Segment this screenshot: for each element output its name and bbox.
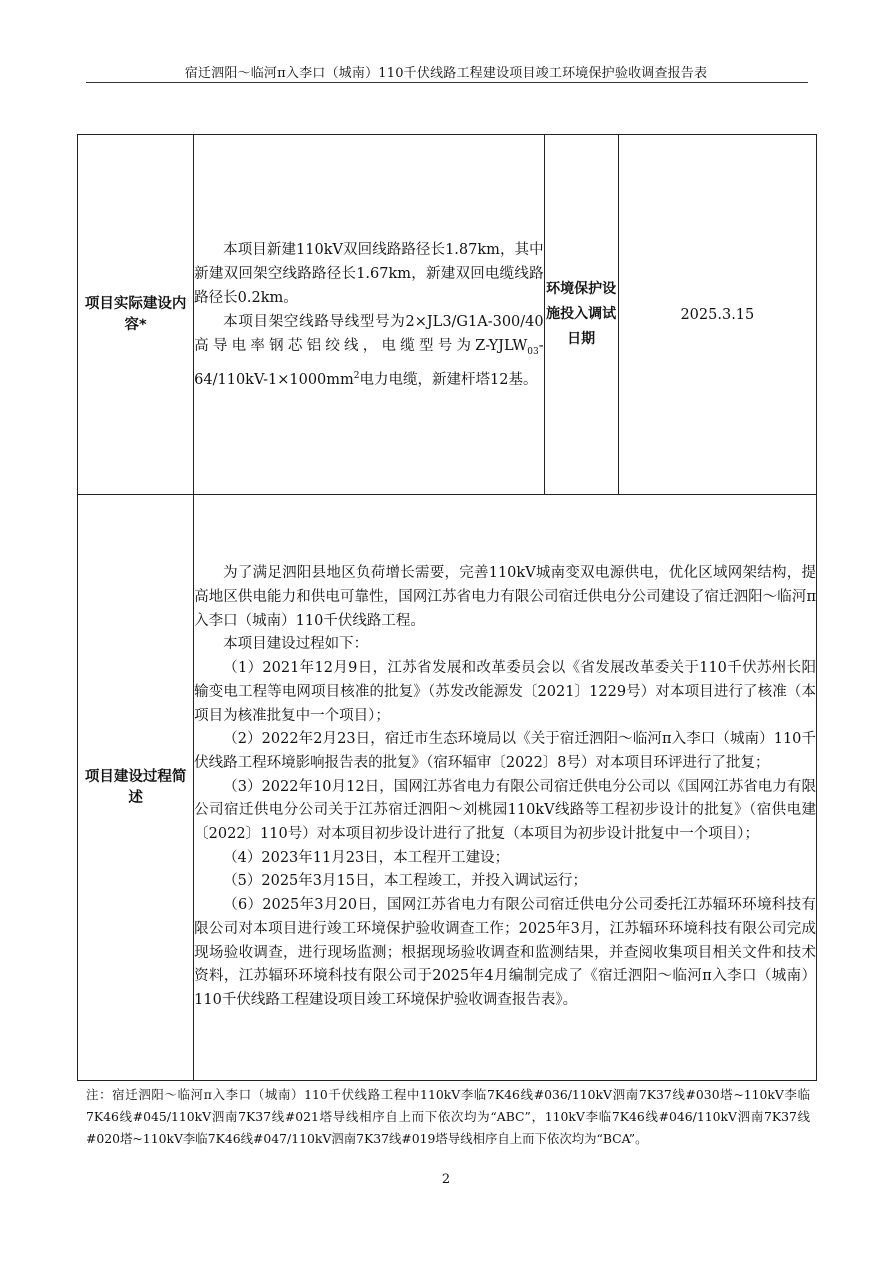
header-divider — [86, 82, 808, 83]
process-paragraph: （4）2023年11月23日，本工程开工建设； — [223, 849, 510, 866]
process-paragraph: 为了满足泗阳县地区负荷增长需要，完善110kV城南变双电源供电，优化区域网架结构，提高地区供电能力和供电可靠性，国网江苏省电力有限公司宿迁供电分公司建设了宿迁泗阳～临河π入李口（城南）110千伏线路工程。 — [194, 565, 816, 629]
content-p2-text-c: 电力电缆，新建杆塔12基。 — [359, 371, 538, 388]
process-paragraph: （1）2021年12月9日，江苏省发展和改革委员会以《省发展改革委关于110千伏苏州长阳输变电工程等电网项目核准的批复》（苏发改能源发〔2021〕1229号）对本项目进行了核准（本项目为核准批复中一个项目）； — [194, 660, 816, 724]
content-p2-subscript: 03 — [527, 346, 539, 357]
footnote: 注：宿迁泗阳～临河π入李口（城南）110千伏线路工程中110kV李临7K46线#036/110kV泗南7K37线#030塔~110kV李临7K46线#045/110kV泗南7K37线#021塔导线相序自上而下依次均为“ABC”，110kV李临7K46线#046/110kV泗南7K37线#020塔~110kV李临7K46线#047/110kV泗南7K37线#019塔导线相序自上而下依次均为“BCA”。 — [86, 1087, 810, 1146]
process-paragraph: （3）2022年10月12日，国网江苏省电力有限公司宿迁供电分公司以《国网江苏省电力有限公司宿迁供电分公司关于江苏宿迁泗阳～刘桃园110kV线路等工程初步设计的批复》（宿供电建〔2022〕110号）对本项目初步设计进行了批复（本项目为初步设计批复中一个项目）； — [194, 778, 816, 843]
process-paragraph: （5）2025年3月15日，本工程竣工，并投入调试运行； — [223, 873, 587, 890]
row-construction-process — [78, 495, 817, 1081]
process-paragraph: （6）2025年3月20日，国网江苏省电力有限公司宿迁供电分公司委托江苏辐环环境科技有限公司对本项目进行竣工环境保护验收调查工作；2025年3月，江苏辐环环境科技有限公司完成现场验收调查，进行现场监测；根据现场验收调查和监测结果，并查阅收集项目相关文件和技术资料，江苏辐环环境科技有限公司于2025年4月编制完成了《宿迁泗阳～临河π入李口（城南）110千伏线路工程建设项目竣工环境保护验收调查报告表》。 — [194, 897, 816, 1008]
row-actual-content — [78, 135, 817, 495]
construction-process-cell — [194, 495, 817, 1081]
process-paragraph: 本项目建设过程如下： — [223, 636, 369, 653]
actual-content-cell — [194, 135, 544, 495]
report-table — [77, 134, 817, 1081]
page-number: 2 — [441, 1172, 451, 1187]
process-paragraph: （2）2022年2月23日，宿迁市生态环境局以《关于宿迁泗阳～临河π入李口（城南）110千伏线路工程环境影响报告表的批复》（宿环辐审〔2022〕8号）对本项目环评进行了批复； — [194, 731, 816, 771]
label-actual-content: 项目实际建设内容* — [78, 135, 194, 495]
label-construction-process: 项目建设过程简述 — [78, 495, 194, 1081]
commissioning-date-value: 2025.3.15 — [618, 135, 816, 495]
content-p2-superscript: 2 — [353, 370, 360, 381]
page-header-title: 宿迁泗阳～临河π入李口（城南）110千伏线路工程建设项目竣工环境保护验收调查报告表 — [184, 66, 708, 81]
content-p2-text-b: -64/110kV-1×1000mm — [194, 337, 544, 388]
content-paragraph-2 — [194, 310, 543, 392]
content-p2-text-a: 本项目架空线路导线型号为2×JL3/G1A-300/40高导电率钢芯铝绞线，电缆型号为Z-YJLW — [194, 313, 544, 354]
content-paragraph-1: 本项目新建110kV双回线路路径长1.87km，其中新建双回架空线路路径长1.67km，新建双回电缆线路路径长0.2km。 — [194, 241, 544, 306]
label-commissioning-date: 环境保护设施投入调试日期 — [544, 135, 618, 495]
